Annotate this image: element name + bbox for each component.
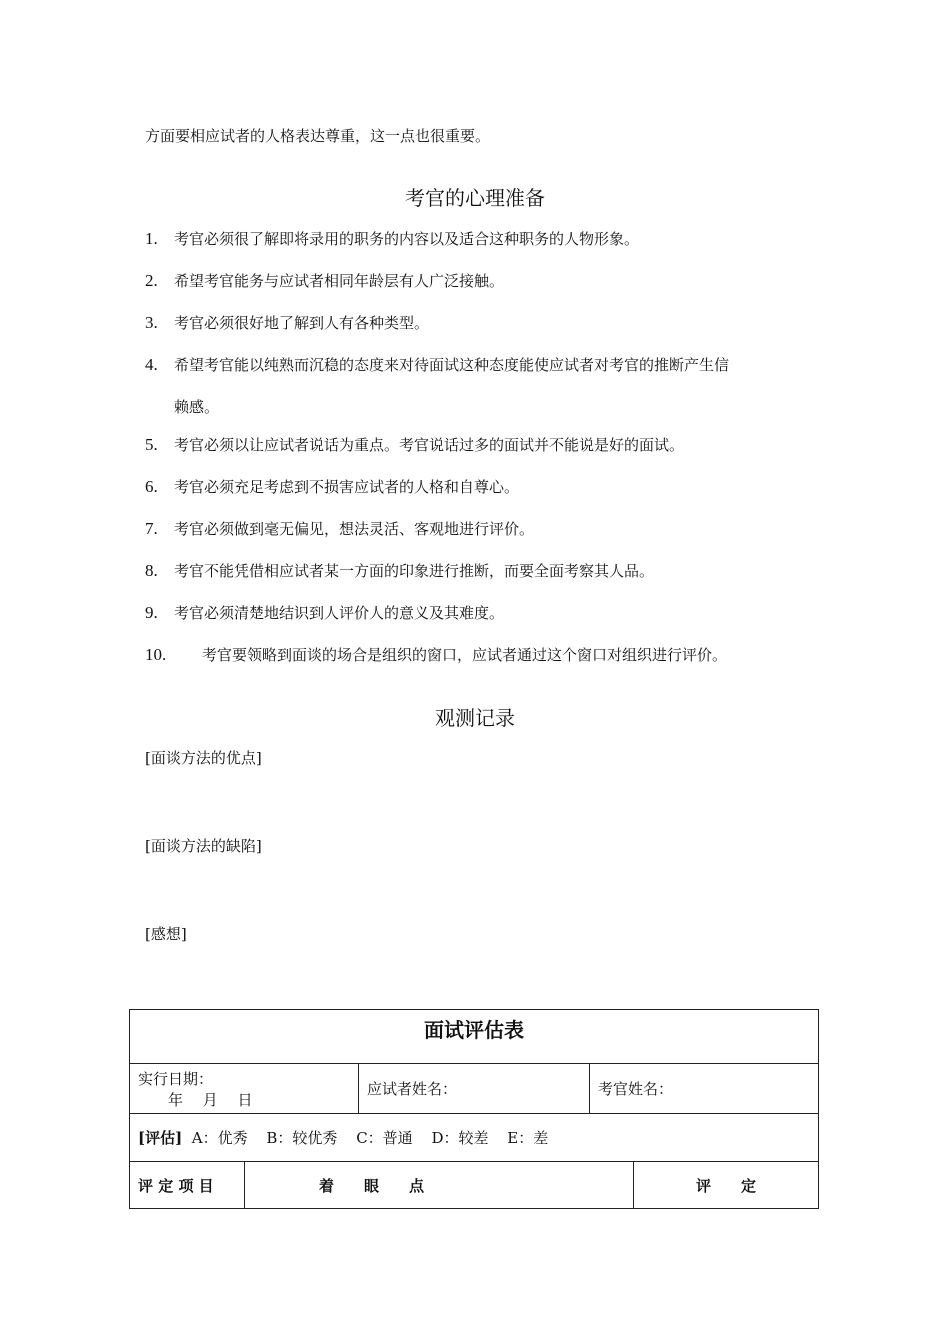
list-item-text: 考官要领略到面谈的场合是组织的窗口，应试者通过这个窗口对组织进行评价。	[202, 646, 728, 664]
examiner-name-label: 考官姓名：	[598, 1080, 674, 1098]
list-item-text: 考官必须很好地了解到人有各种类型。	[174, 314, 430, 332]
examiner-name-cell	[590, 1064, 819, 1114]
list-item-number: 10.	[145, 645, 167, 664]
list-item	[145, 519, 825, 539]
section-title-observation-record: 观测记录	[435, 706, 515, 730]
grade-e: E：差	[507, 1129, 549, 1147]
table-title: 面试评估表	[130, 1010, 819, 1064]
list-item-number: 9.	[145, 603, 158, 622]
list-item-number: 1.	[145, 229, 158, 248]
interview-evaluation-table	[129, 1009, 819, 1209]
grade-scale-cell	[130, 1114, 819, 1162]
section-title-examiner-preparation: 考官的心理准备	[405, 186, 545, 210]
list-item	[145, 355, 825, 417]
list-item-text: 考官必须做到毫无偏见，想法灵活、客观地进行评价。	[174, 520, 535, 538]
list-item-text-continued: 赖感。	[174, 398, 220, 416]
observation-advantages-label: [面谈方法的优点]	[145, 749, 262, 767]
list-item-number: 2.	[145, 271, 158, 290]
list-item-text: 希望考官能以纯熟而沉稳的态度来对待面试这种态度能使应试者对考官的推断产生信	[174, 356, 730, 374]
list-item	[145, 603, 825, 623]
preparation-list	[145, 229, 825, 665]
list-item	[145, 645, 825, 665]
date-format: 年 月 日	[168, 1090, 253, 1109]
observation-defects-label: [面谈方法的缺陷]	[145, 837, 262, 855]
list-item-number: 8.	[145, 561, 158, 580]
date-cell	[130, 1064, 359, 1114]
date-label: 实行日期：	[138, 1069, 214, 1088]
list-item	[145, 477, 825, 497]
intro-paragraph: 方面要相应试者的人格表达尊重，这一点也很重要。	[145, 127, 491, 145]
list-item-number: 5.	[145, 435, 158, 454]
column-header-rating: 评 定	[634, 1162, 819, 1209]
list-item-text: 考官必须以让应试者说话为重点。考官说话过多的面试并不能说是好的面试。	[174, 436, 685, 454]
column-header-focus: 着 眼 点	[245, 1162, 634, 1209]
list-item	[145, 435, 825, 455]
list-item	[145, 271, 825, 291]
grade-label: [评估]	[138, 1129, 183, 1147]
list-item-text: 考官不能凭借相应试者某一方面的印象进行推断，而要全面考察其人品。	[174, 562, 655, 580]
grade-b: B：较优秀	[266, 1129, 338, 1147]
list-item-text: 希望考官能务与应试者相同年龄层有人广泛接触。	[174, 272, 505, 290]
observation-impressions-label: [感想]	[145, 925, 187, 943]
candidate-name-cell	[359, 1064, 590, 1114]
grade-a: A：优秀	[191, 1129, 248, 1147]
list-item-number: 3.	[145, 313, 158, 332]
list-item-number: 6.	[145, 477, 158, 496]
list-item-number: 7.	[145, 519, 158, 538]
column-header-item: 评 定 项 目	[130, 1162, 245, 1209]
grade-c: C：普通	[356, 1129, 413, 1147]
list-item	[145, 561, 825, 581]
list-item	[145, 229, 825, 249]
grade-d: D：较差	[431, 1129, 489, 1147]
list-item-text: 考官必须充足考虑到不损害应试者的人格和自尊心。	[174, 478, 520, 496]
candidate-name-label: 应试者姓名：	[367, 1080, 458, 1098]
list-item-number: 4.	[145, 355, 158, 374]
list-item	[145, 313, 825, 333]
list-item-text: 考官必须很了解即将录用的职务的内容以及适合这种职务的人物形象。	[174, 230, 640, 248]
list-item-text: 考官必须清楚地结识到人评价人的意义及其难度。	[174, 604, 505, 622]
